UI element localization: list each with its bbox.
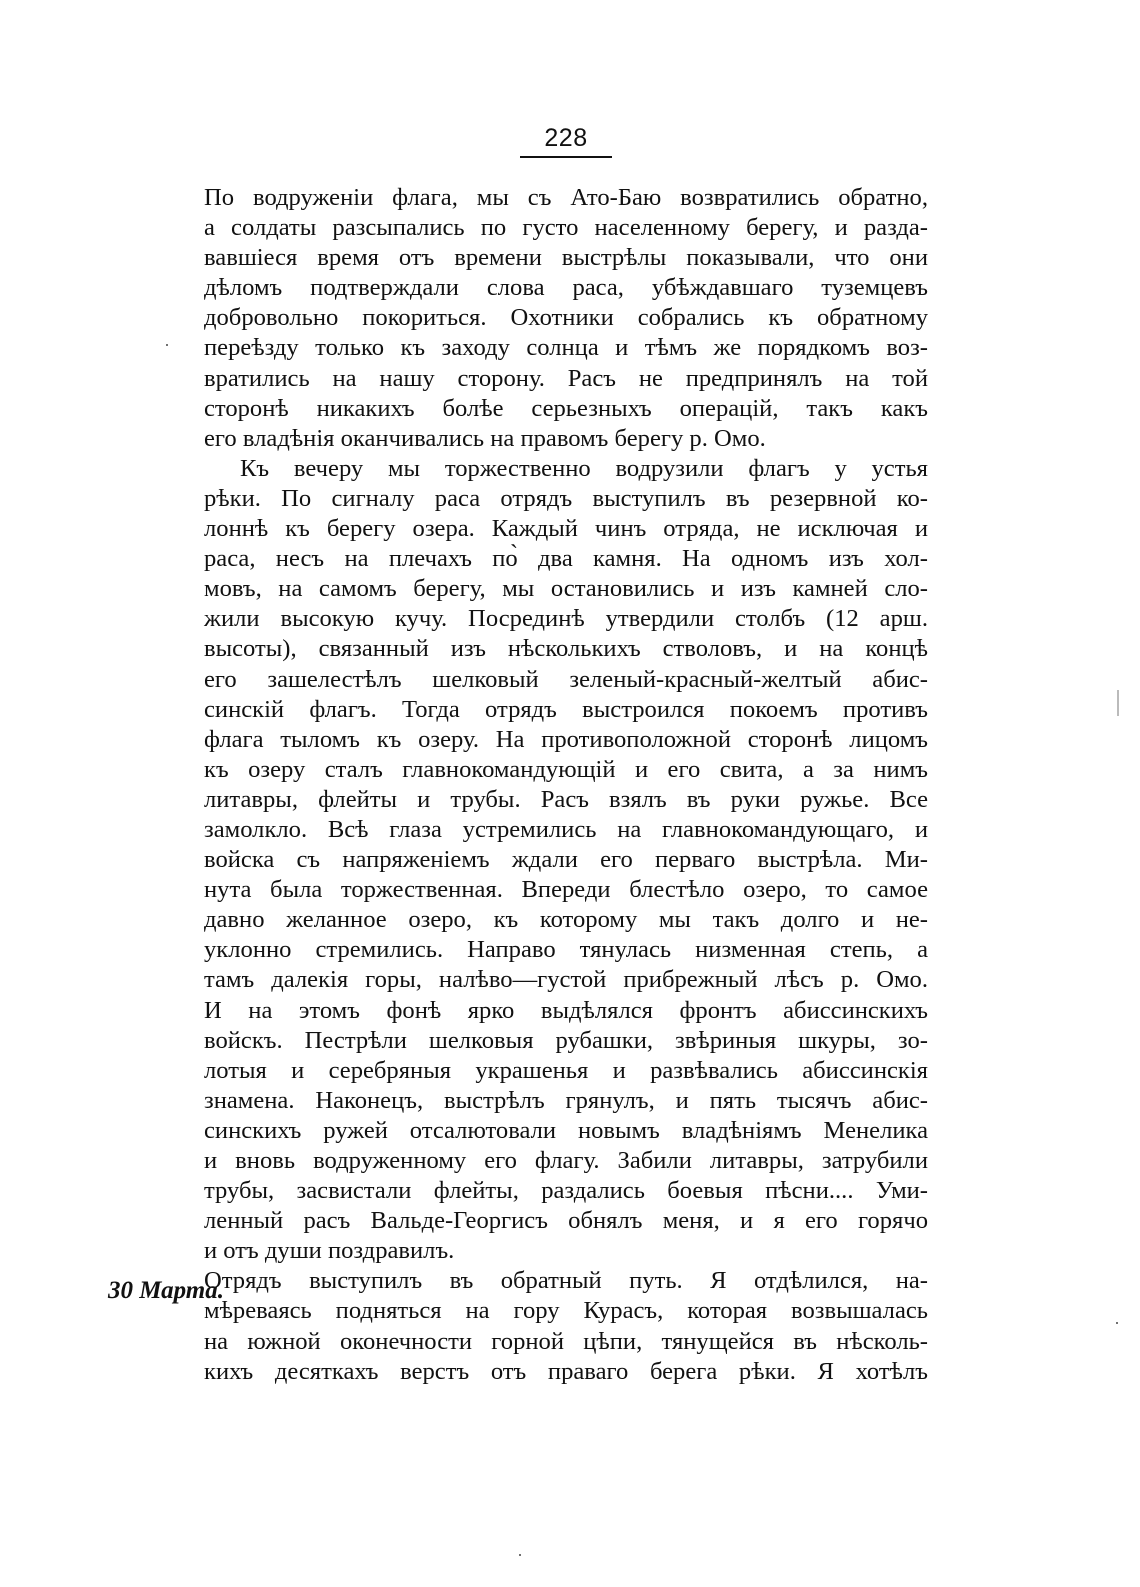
text-line: нута была торжественная. Впереди блестѣло озеро, то самое bbox=[204, 876, 928, 904]
body-text bbox=[204, 183, 928, 1387]
text-line: сторонѣ никакихъ болѣе серьезныхъ операцій, такъ какъ bbox=[204, 394, 928, 422]
text-line: вратились на нашу сторону. Расъ не предпринялъ на той bbox=[204, 364, 928, 392]
text-line: лоннѣ къ берегу озера. Каждый чинъ отряда, не исключая и bbox=[204, 515, 928, 543]
text-line: лотыя и серебряныя украшенья и развѣвались абиссинскія bbox=[204, 1056, 928, 1084]
text-line: замолкло. Всѣ глаза устремились на главнокомандующаго, и bbox=[204, 815, 928, 843]
text-line: Отрядъ выступилъ въ обратный путь. Я отдѣлился, на- bbox=[204, 1267, 928, 1295]
paragraph-1 bbox=[204, 183, 928, 454]
text-line: знамена. Наконецъ, выстрѣлъ грянулъ, и пять тысячъ абис- bbox=[204, 1086, 928, 1114]
page-number: 228 bbox=[544, 124, 588, 152]
text-line: высоты), связанный изъ нѣсколькихъ стволовъ, и на концѣ bbox=[204, 635, 928, 663]
text-line: его зашелестѣлъ шелковый зеленый-красный-желтый абис- bbox=[204, 665, 928, 693]
text-line: мѣреваясь подняться на гору Курасъ, которая возвышалась bbox=[204, 1297, 928, 1325]
text-line: Къ вечеру мы торжественно водрузили флагъ у устья bbox=[240, 454, 928, 482]
text-line: флага тыломъ къ озеру. На противоположной сторонѣ лицомъ bbox=[204, 725, 928, 753]
text-line: тамъ далекія горы, налѣво—густой прибрежный лѣсъ р. Омо. bbox=[204, 966, 928, 994]
scan-speck bbox=[519, 1554, 521, 1556]
text-line: а солдаты разсыпались по густо населенному берегу, и разда- bbox=[204, 214, 928, 242]
text-line: уклонно стремились. Направо тянулась низменная степь, а bbox=[204, 936, 928, 964]
text-line: ленный расъ Вальде-Георгисъ обнялъ меня, и я его горячо bbox=[204, 1207, 928, 1235]
text-line: рѣки. По сигналу раса отрядъ выступилъ въ резервной ко- bbox=[204, 484, 928, 512]
paragraph-2 bbox=[204, 454, 928, 1267]
text-line: его владѣнія оканчивались на правомъ берегу р. Омо. bbox=[204, 424, 766, 452]
text-line: синскій флагъ. Тогда отрядъ выстроился покоемъ противъ bbox=[204, 695, 928, 723]
margin-date-label: 30 Марта. bbox=[108, 1277, 224, 1304]
text-line: войска съ напряженіемъ ждали его перваго выстрѣла. Ми- bbox=[204, 846, 928, 874]
page-number-rule bbox=[520, 156, 612, 158]
paragraph-3 bbox=[204, 1266, 928, 1386]
text-line: давно желанное озеро, къ которому мы такъ долго и не- bbox=[204, 906, 928, 934]
text-line: и отъ души поздравилъ. bbox=[204, 1237, 455, 1265]
scan-speck bbox=[1116, 1322, 1118, 1324]
text-line: переѣзду только къ заходу солнца и тѣмъ же порядкомъ воз- bbox=[204, 334, 928, 362]
text-line: добровольно покориться. Охотники собрались къ обратному bbox=[204, 304, 928, 332]
scan-speck bbox=[166, 344, 168, 346]
text-line: кихъ десяткахъ верстъ отъ праваго берега рѣки. Я хотѣлъ bbox=[204, 1357, 928, 1385]
text-line: раса, несъ на плечахъ по̀ два камня. На одномъ изъ хол- bbox=[204, 545, 928, 573]
text-line: дѣломъ подтверждали слова раса, убѣждавшаго туземцевъ bbox=[204, 274, 928, 302]
text-line: По водруженіи флага, мы съ Ато-Баю возвратились обратно, bbox=[204, 184, 928, 211]
text-line: войскъ. Пестрѣли шелковыя рубашки, звѣриныя шкуры, зо- bbox=[204, 1026, 928, 1054]
text-line: на южной оконечности горной цѣпи, тянущейся въ нѣсколь- bbox=[204, 1327, 928, 1355]
text-line: синскихъ ружей отсалютовали новымъ владѣніямъ Менелика bbox=[204, 1116, 928, 1144]
text-line: трубы, засвистали флейты, раздались боевыя пѣсни.... Уми- bbox=[204, 1177, 928, 1205]
text-line: мовъ, на самомъ берегу, мы остановились и изъ камней сло- bbox=[204, 575, 928, 603]
text-line: литавры, флейты и трубы. Расъ взялъ въ руки ружье. Все bbox=[204, 785, 928, 813]
text-line: жили высокую кучу. Посрединѣ утвердили столбъ (12 арш. bbox=[204, 605, 928, 633]
text-line: и вновь водруженному его флагу. Забили литавры, затрубили bbox=[204, 1147, 928, 1174]
text-line: вавшіеся время отъ времени выстрѣлы показывали, что они bbox=[204, 244, 928, 272]
text-line: къ озеру сталъ главнокомандующій и его свита, а за нимъ bbox=[204, 755, 928, 783]
text-line: И на этомъ фонѣ ярко выдѣлялся фронтъ абиссинскихъ bbox=[204, 996, 928, 1024]
scan-edge-mark bbox=[1117, 690, 1119, 716]
